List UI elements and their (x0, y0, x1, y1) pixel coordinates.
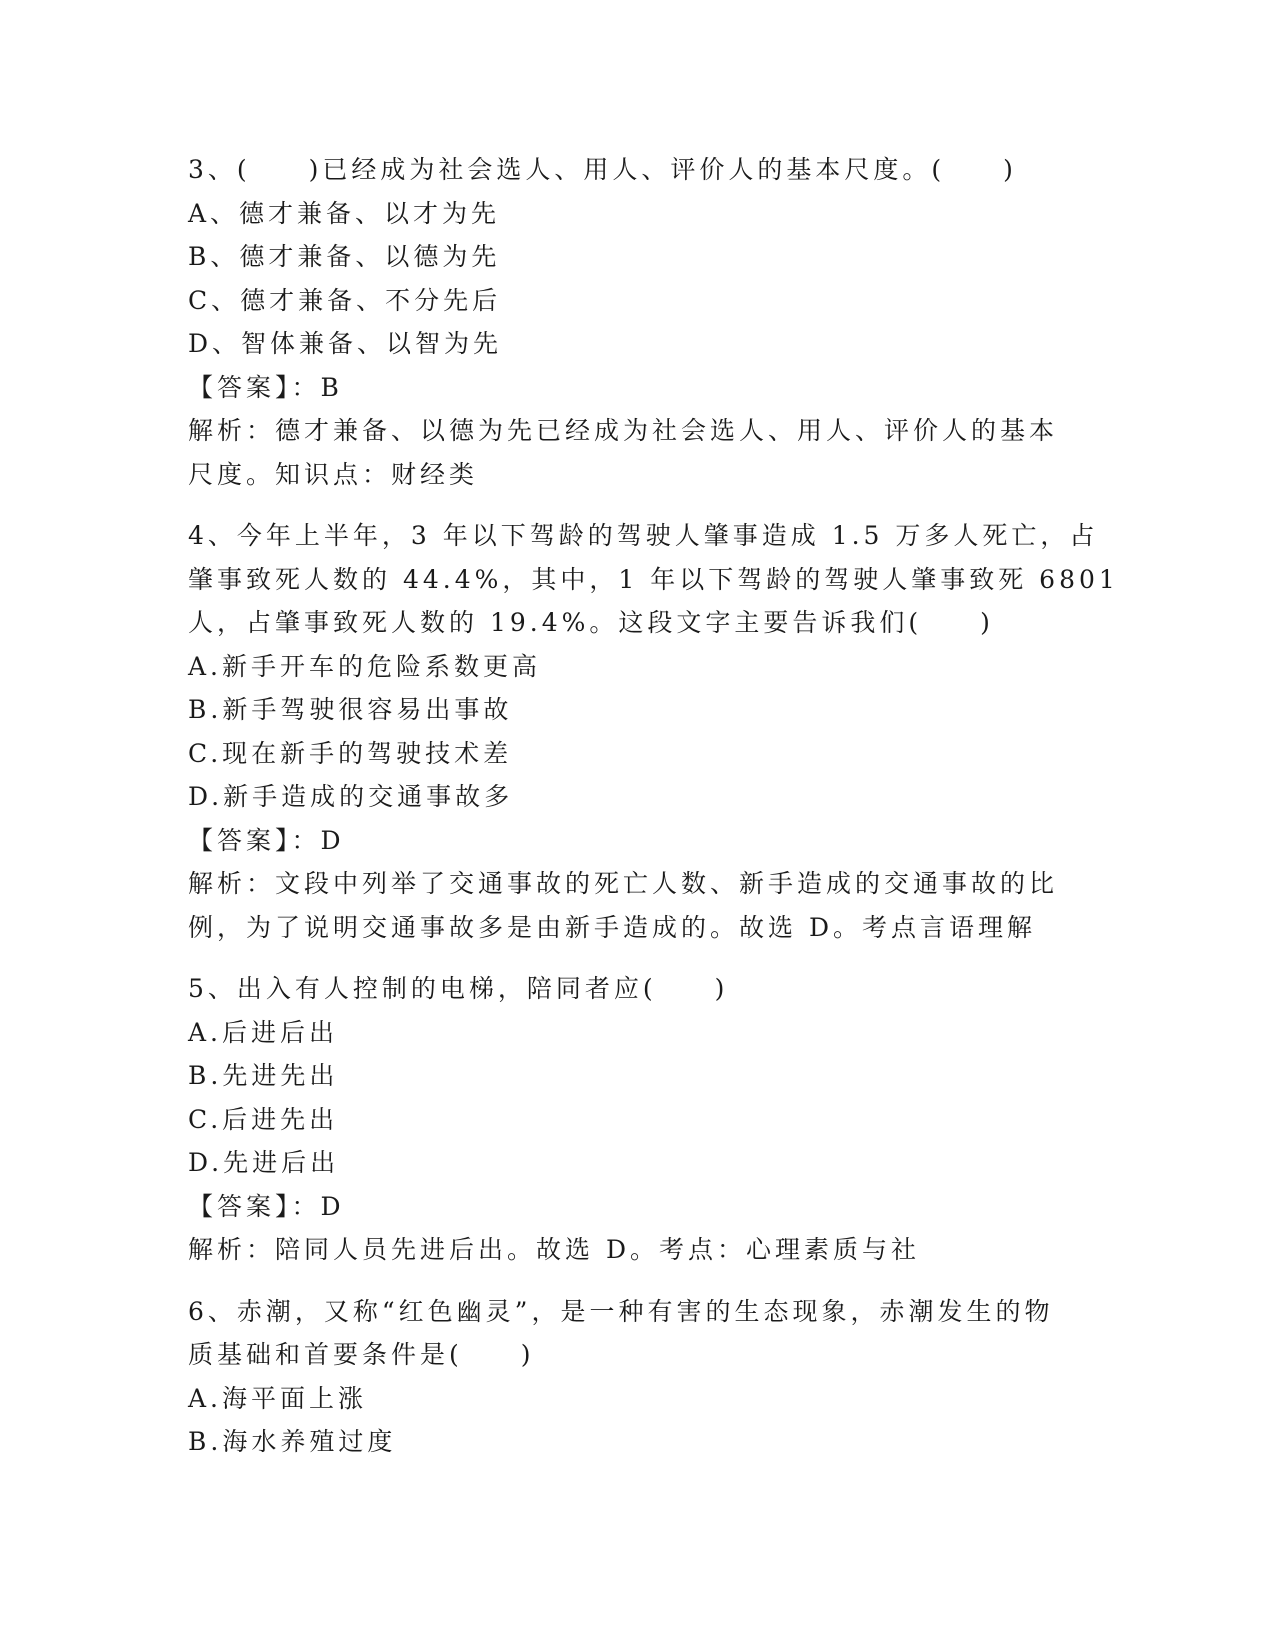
question-5-option-d: D.先进后出 (188, 1148, 340, 1177)
question-5-answer: 【答案】：D (188, 1191, 345, 1221)
question-4-option-c: C.现在新手的驾驶技术差 (188, 738, 513, 768)
question-5-option-a: A.后进后出 (188, 1017, 339, 1047)
question-6-option-a: A.海平面上涨 (188, 1383, 368, 1413)
question-4-explanation-line-2: 例，为了说明交通事故多是由新手造成的。故选 D。考点言语理解 (188, 912, 1036, 942)
question-3-option-c: C、德才兼备、不分先后 (188, 285, 502, 315)
question-5-option-c: C.后进先出 (188, 1104, 339, 1134)
question-4-explanation-line-1: 解析：文段中列举了交通事故的死亡人数、新手造成的交通事故的比 (188, 869, 1059, 898)
question-6-option-b: B.海水养殖过度 (188, 1427, 397, 1456)
question-6-stem-line-1: 6、赤潮，又称“红色幽灵”，是一种有害的生态现象，赤潮发生的物 (188, 1296, 1054, 1326)
question-4-answer: 【答案】：D (188, 825, 345, 855)
question-3-option-d: D、智体兼备、以智为先 (188, 329, 503, 358)
question-3-explanation-line-1: 解析：德才兼备、以德为先已经成为社会选人、用人、评价人的基本 (188, 416, 1059, 445)
question-3-explanation-line-2: 尺度。知识点：财经类 (188, 459, 479, 489)
question-5-option-b: B.先进先出 (188, 1061, 339, 1090)
question-5-explanation: 解析：陪同人员先进后出。故选 D。考点：心理素质与社 (188, 1235, 920, 1264)
question-6 (188, 1290, 1088, 1464)
question-4-stem-line-3: 人，占肇事致死人数的 19.4%。这段文字主要告诉我们( ) (188, 608, 994, 637)
question-4-option-d: D.新手造成的交通事故多 (188, 782, 514, 811)
question-3-stem: 3、( )已经成为社会选人、用人、评价人的基本尺度。( ) (188, 155, 1017, 184)
question-6-stem-line-2: 质基础和首要条件是( ) (188, 1340, 535, 1369)
question-3-option-a: A、德才兼备、以才为先 (188, 198, 501, 228)
question-4 (188, 514, 1119, 949)
question-3 (188, 148, 1088, 496)
question-5-stem: 5、出入有人控制的电梯，陪同者应( ) (188, 974, 729, 1003)
question-4-option-a: A.新手开车的危险系数更高 (188, 651, 542, 681)
question-4-stem-line-2: 肇事致死人数的 44.4%，其中，1 年以下驾龄的驾驶人肇事致死 6801 (188, 564, 1119, 594)
document-page (188, 148, 1119, 1464)
question-3-answer: 【答案】：B (188, 372, 343, 402)
question-5 (188, 967, 1088, 1272)
question-3-option-b: B、德才兼备、以德为先 (188, 242, 501, 271)
question-4-option-b: B.新手驾驶很容易出事故 (188, 695, 513, 724)
question-4-stem-line-1: 4、今年上半年，3 年以下驾龄的驾驶人肇事造成 1.5 万多人死亡，占 (188, 521, 1099, 550)
